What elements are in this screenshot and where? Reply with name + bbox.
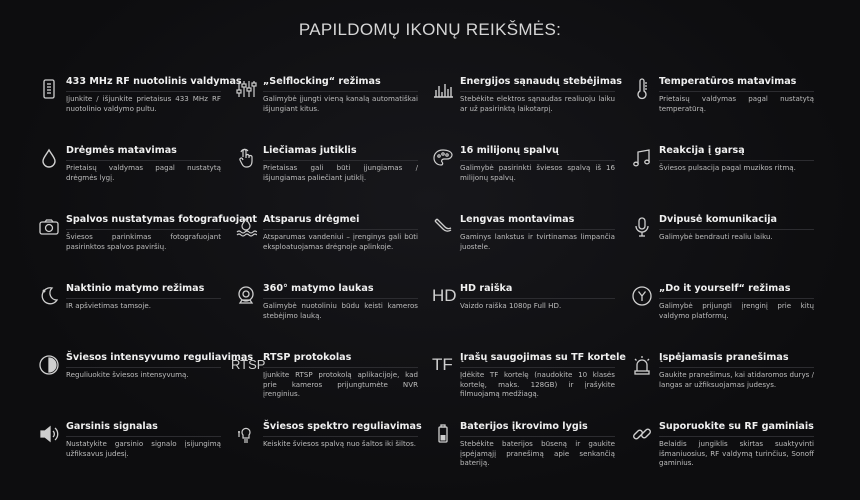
legend-item — [430, 141, 629, 210]
legend-item-description: Šviesos pulsacija pagal muzikos ritmą. — [659, 163, 796, 172]
legend-item — [233, 417, 430, 486]
legend-item-description: Įdėkite TF kortelę (naudokite 10 klasės kortelę, maks. 128GB) ir įrašykite filmuojamą medžiagą. — [460, 370, 615, 399]
legend-item — [629, 348, 826, 417]
legend-item — [36, 141, 233, 210]
legend-item-title: Reakcija į garsą — [659, 145, 814, 161]
legend-item — [629, 72, 826, 141]
legend-item-title: Liečiamas jutiklis — [263, 145, 418, 161]
legend-item-description: Galimybė nuotoliniu būdu keisti kameros stebėjimo lauką. — [263, 301, 418, 320]
legend-item-title: Drėgmės matavimas — [66, 145, 221, 161]
legend-item-description: Reguliuokite šviesos intensyvumą. — [66, 370, 189, 379]
touch-hand-icon — [235, 147, 257, 169]
energy-chart-icon — [432, 78, 454, 100]
legend-item-description: Stebėkite baterijos būseną ir gaukite įspėjamąjį pranešimą apie senkančią bateriją. — [460, 439, 615, 468]
legend-item-title: Įrašų saugojimas su TF kortele — [460, 352, 615, 368]
legend-item-description: Vaizdo raiška 1080p Full HD. — [460, 301, 562, 310]
legend-item-title: 16 milijonų spalvų — [460, 145, 615, 161]
legend-item — [233, 72, 430, 141]
link-icon — [631, 423, 653, 445]
legend-item — [36, 279, 233, 348]
legend-item — [233, 141, 430, 210]
legend-item — [233, 210, 430, 279]
legend-item-description: Nustatykite garsinio signalo įsijungimą užfiksavus judesį. — [66, 439, 221, 458]
legend-item-title: Suporuokite su RF gaminiais — [659, 421, 814, 437]
legend-item-description: Keiskite šviesos spalvą nuo šaltos iki šiltos. — [263, 439, 417, 448]
legend-item-description: Belaidis jungiklis skirtas suaktyvinti išmaniuosius, RF valdymą turinčius, Sonoff gaminius. — [659, 439, 814, 468]
legend-item — [430, 72, 629, 141]
legend-item-title: Energijos sąnaudų stebėjimas — [460, 76, 615, 92]
battery-icon — [432, 423, 454, 445]
remote-control-icon — [38, 78, 60, 100]
rtsp-icon: RTSP — [231, 357, 266, 372]
legend-item — [629, 417, 826, 486]
legend-item — [36, 417, 233, 486]
legend-item-description: Galimybė įjungti vieną kanalą automatiškai išjungiant kitus. — [263, 94, 418, 113]
microphone-icon — [631, 216, 653, 238]
legend-item-title: „Do it yourself“ režimas — [659, 283, 814, 299]
sliders-icon — [235, 78, 257, 100]
legend-item-description: Gaminys lankstus ir tvirtinamas limpančia juostele. — [460, 232, 615, 251]
legend-item — [430, 348, 629, 417]
moon-icon — [38, 285, 60, 307]
legend-item-title: RTSP protokolas — [263, 352, 418, 368]
speaker-icon — [38, 423, 60, 445]
legend-item-description: Atsparumas vandeniui – įrenginys gali būti eksploatuojamas drėgnoje aplinkoje. — [263, 232, 418, 251]
legend-item-title: Lengvas montavimas — [460, 214, 615, 230]
legend-item-title: 360° matymo laukas — [263, 283, 418, 299]
legend-item-title: „Selflocking“ režimas — [263, 76, 418, 92]
legend-item — [233, 348, 430, 417]
tf-card-icon: TF — [432, 355, 453, 374]
camera-360-icon — [235, 285, 257, 307]
legend-item-title: HD raiška — [460, 283, 615, 299]
legend-item-title: 433 MHz RF nuotolinis valdymas — [66, 76, 221, 92]
legend-item-description: Prietaisas gali būti įjungiamas / išjungiamas paliečiant jutiklį. — [263, 163, 418, 182]
legend-item — [430, 279, 629, 348]
flexible-strip-icon — [432, 216, 454, 238]
legend-item-title: Atsparus drėgmei — [263, 214, 418, 230]
alarm-siren-icon — [631, 354, 653, 376]
legend-item-description: IR apšvietimas tamsoje. — [66, 301, 151, 310]
legend-item-description: Galimybė prijungti įrenginį prie kitų valdymo platformų. — [659, 301, 814, 320]
legend-item — [629, 210, 826, 279]
legend-item-description: Įjunkite RTSP protokolą aplikacijoje, kad prie kameros prijungtumėte NVR įrenginius. — [263, 370, 418, 399]
water-resistant-icon — [235, 216, 257, 238]
legend-item-title: Temperatūros matavimas — [659, 76, 814, 92]
legend-item — [36, 72, 242, 141]
legend-item-description: Prietaisų valdymas pagal nustatytą drėgmės lygį. — [66, 163, 221, 182]
legend-item-title: Įspėjamasis pranešimas — [659, 352, 814, 368]
legend-item-description: Galimybė bendrauti realiu laiku. — [659, 232, 773, 241]
legend-item-title: Naktinio matymo režimas — [66, 283, 221, 299]
legend-item — [430, 210, 629, 279]
legend-item-title: Spalvos nustatymas fotografuojant — [66, 214, 221, 230]
legend-item — [629, 279, 826, 348]
legend-item-description: Šviesos parinkimas fotografuojant pasirinktos spalvos paviršių. — [66, 232, 221, 251]
legend-item-description: Prietaisų valdymas pagal nustatytą temperatūrą. — [659, 94, 814, 113]
legend-item — [629, 141, 826, 210]
legend-item-title: Garsinis signalas — [66, 421, 221, 437]
legend-item — [233, 279, 430, 348]
legend-item-title: Šviesos intensyvumo reguliavimas — [66, 352, 221, 368]
legend-item — [36, 210, 258, 279]
legend-item-description: Įjunkite / išjunkite prietaisus 433 MHz RF nuotolinio valdymo pultu. — [66, 94, 221, 113]
camera-icon — [38, 216, 60, 238]
legend-item — [430, 417, 629, 486]
diy-icon — [631, 285, 653, 307]
hd-icon: HD — [432, 286, 457, 305]
color-temp-bulb-icon — [235, 423, 257, 445]
legend-item-description: Stebėkite elektros sąnaudas realiuoju laiku ar už pasirinktą laikotarpį. — [460, 94, 615, 113]
legend-item-description: Galimybė pasirinkti šviesos spalvą iš 16 milijonų spalvų. — [460, 163, 615, 182]
legend-item-title: Baterijos įkrovimo lygis — [460, 421, 615, 437]
legend-item-title: Dvipusė komunikacija — [659, 214, 814, 230]
humidity-drop-icon — [38, 147, 60, 169]
brightness-icon — [38, 354, 60, 376]
legend-item-title: Šviesos spektro reguliavimas — [263, 421, 418, 437]
thermometer-icon — [631, 78, 653, 100]
legend-item-description: Gaukite pranešimus, kai atidaromos durys / langas ar užfiksuojamas judesys. — [659, 370, 814, 389]
page-title: PAPILDOMŲ IKONŲ REIKŠMĖS: — [298, 20, 562, 39]
music-note-icon — [631, 147, 653, 169]
palette-icon — [432, 147, 454, 169]
icon-legend-grid — [36, 72, 826, 486]
